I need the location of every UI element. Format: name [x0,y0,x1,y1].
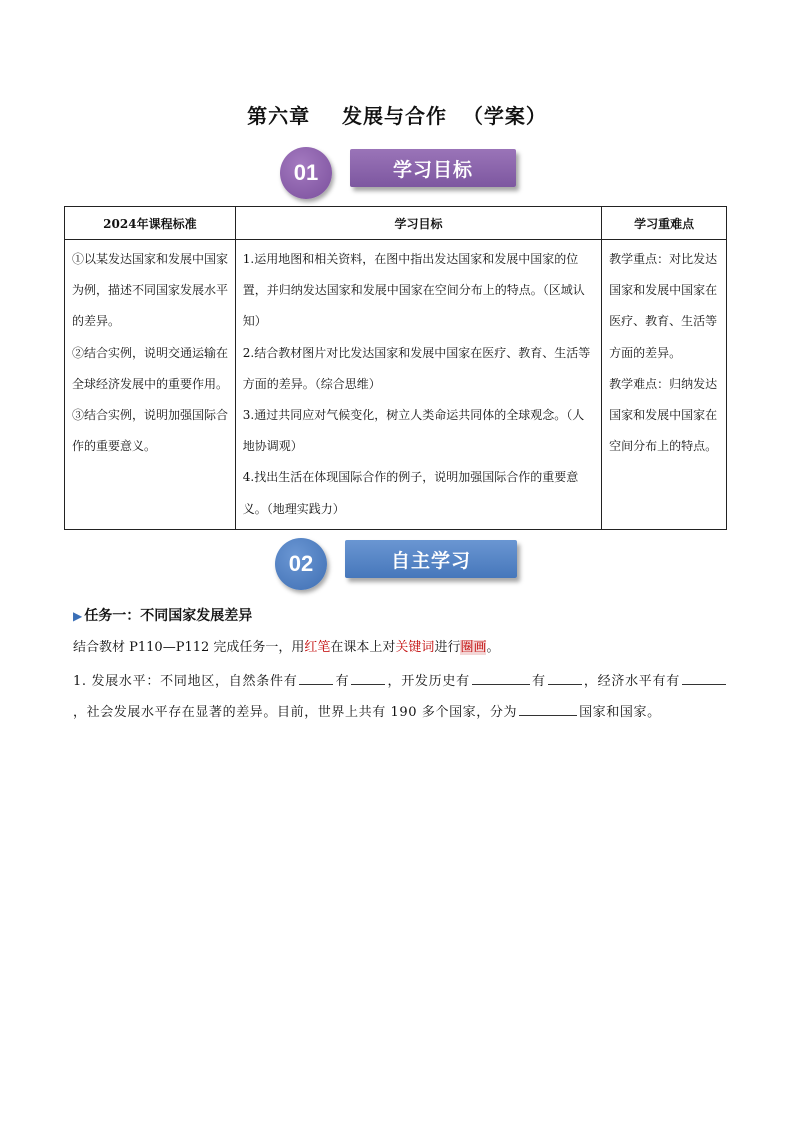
answer-blank[interactable] [519,701,577,716]
table-row [65,240,727,530]
objectives-table [64,206,727,530]
instruction-keyword: 关键词 [395,640,435,655]
section-number-badge: 01 [280,147,332,199]
header-key-points: 学习重难点 [602,207,727,240]
key-points-cell [602,240,727,530]
goal-item: 1.运用地图和相关资料，在图中指出发达国家和发展中国家的位置，并归纳发达国家和发展中国家在空间分布上的特点。（区域认知） [242,252,585,329]
answer-blank[interactable] [472,670,530,685]
paragraph-text: ，开发历史有 [387,674,470,689]
header-standards: 2024年课程标准 [65,207,236,240]
answer-blank[interactable] [351,670,385,685]
instruction-circle-mark: 圈画 [460,640,487,655]
standard-item: ①以某发达国家和发展中国家为例，描述不同国家发展水平的差异。 [72,252,229,329]
section-number-badge: 02 [275,538,327,590]
instruction-text: 进行 [434,640,461,655]
goal-item: 4.找出生活在体现国际合作的例子，说明加强国际合作的重要意义。（地理实践力） [242,470,579,516]
task-heading [73,605,728,625]
standards-cell [65,240,236,530]
section-title-bar: 学习目标 [350,149,516,187]
key-point-item: 教学重点：对比发达国家和发展中国家在医疗、教育、生活等方面的差异。 [609,252,718,360]
paragraph-text: 有 [335,674,350,689]
paragraph-text: ，经济水平有有 [583,674,680,689]
goal-item: 2.结合教材图片对比发达国家和发展中国家在医疗、教育、生活等方面的差异。（综合思维） [242,345,591,391]
standard-item: ③结合实例，说明加强国际合作的重要意义。 [72,408,229,454]
paragraph-text: 有 [531,674,546,689]
table-header-row [65,207,727,240]
task-heading-text: 任务一：不同国家发展差异 [84,608,253,624]
answer-blank[interactable] [548,670,582,685]
task-instruction [73,636,728,655]
key-point-item: 教学难点：归纳发达国家和发展中国家在空间分布上的特点。 [609,376,718,454]
answer-blank[interactable] [682,670,726,685]
goals-cell [235,240,601,530]
instruction-text: 结合教材 P110—P112 完成任务一，用 [73,640,305,655]
instruction-text: 。 [486,640,500,655]
instruction-text: 在课本上对 [330,640,396,655]
paragraph-text: 国家和国家。 [579,705,661,720]
paragraph-text: 1. 发展水平：不同地区，自然条件有 [73,674,298,689]
page-title: 第六章 发展与合作 （学案） [247,104,547,128]
fill-in-paragraph [73,666,728,728]
standard-item: ②结合实例，说明交通运输在全球经济发展中的重要作用。 [72,345,229,391]
section-title-bar: 自主学习 [345,540,517,578]
instruction-red-pen: 红笔 [304,640,331,655]
answer-blank[interactable] [299,670,333,685]
paragraph-text: ，社会发展水平存在显著的差异。目前，世界上共有 190 多个国家，分为 [73,705,518,720]
triangle-bullet-icon: ▶ [73,609,83,623]
goal-item: 3.通过共同应对气候变化，树立人类命运共同体的全球观念。（人地协调观） [242,408,585,454]
header-goals: 学习目标 [235,207,601,240]
